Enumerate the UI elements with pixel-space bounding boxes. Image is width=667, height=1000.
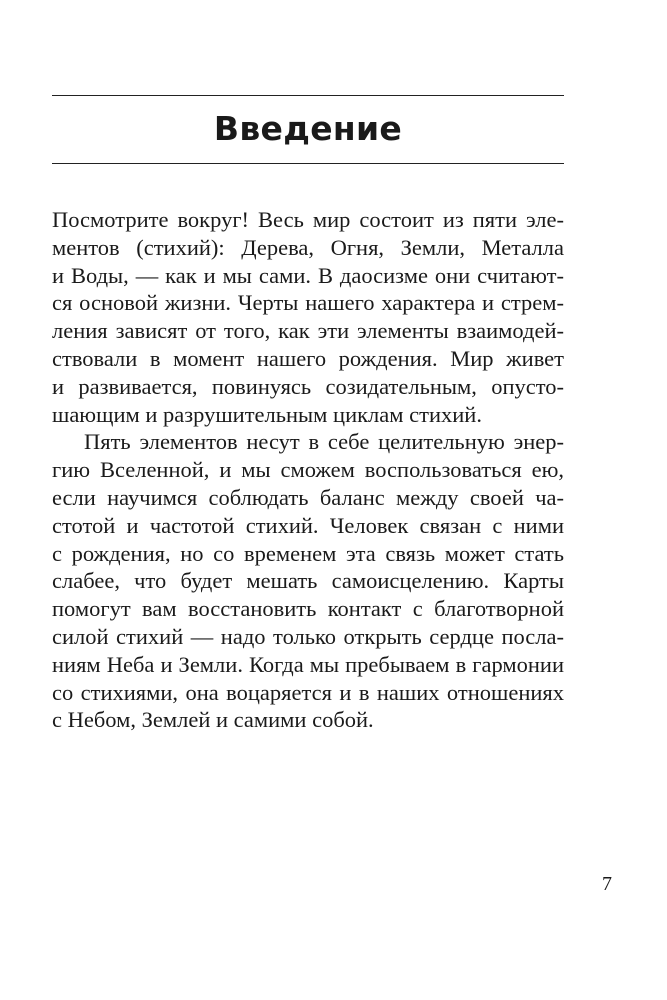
- text-line: стотой и частотой стихий. Человек связан с ними: [52, 512, 564, 538]
- text-line: с рождения, но со временем эта связь может стать: [52, 540, 564, 566]
- text-line: шающим и разрушительным циклам стихий.: [52, 401, 482, 427]
- text-line: ся основой жизни. Черты нашего характера и стрем-: [52, 290, 564, 316]
- text-line: гию Вселенной, и мы сможем воспользоваться ею,: [52, 457, 564, 483]
- text-line: и Воды, — как и мы сами. В даосизме они считают-: [52, 262, 564, 288]
- title-rule-top: [52, 95, 564, 96]
- text-line: ствовали в момент нашего рождения. Мир живет: [52, 345, 564, 371]
- text-line: ментов (стихий): Дерева, Огня, Земли, Металла: [52, 234, 564, 260]
- text-line: если научимся соблюдать баланс между своей ча-: [52, 484, 564, 510]
- text-line: с Небом, Землей и самими собой.: [52, 707, 374, 733]
- paragraph-1: [52, 206, 564, 428]
- page-number-value: 7: [602, 873, 612, 895]
- text-line: со стихиями, она воцаряется и в наших отношениях: [52, 679, 564, 705]
- page-number: [0, 872, 613, 896]
- body-text: [52, 206, 564, 734]
- text-line: помогут вам восстановить контакт с благотворной: [52, 596, 564, 622]
- text-line: Пять элементов несут в себе целительную энер-: [84, 429, 564, 455]
- paragraph-2: [52, 428, 564, 734]
- text-line: ниям Неба и Земли. Когда мы пребываем в гармонии: [52, 651, 564, 677]
- text-line: ления зависят от того, как эти элементы взаимодей-: [52, 318, 564, 344]
- text-line: Посмотрите вокруг! Весь мир состоит из пяти эле-: [52, 207, 564, 232]
- text-line: силой стихий — надо только открыть сердце посла-: [52, 623, 564, 649]
- text-line: и развивается, повинуясь созидательным, опусто-: [52, 373, 564, 399]
- title-rule-bottom: [52, 163, 564, 164]
- text-line: слабее, что будет мешать самоисцелению. Карты: [52, 568, 564, 594]
- chapter-title: Введение: [213, 109, 403, 148]
